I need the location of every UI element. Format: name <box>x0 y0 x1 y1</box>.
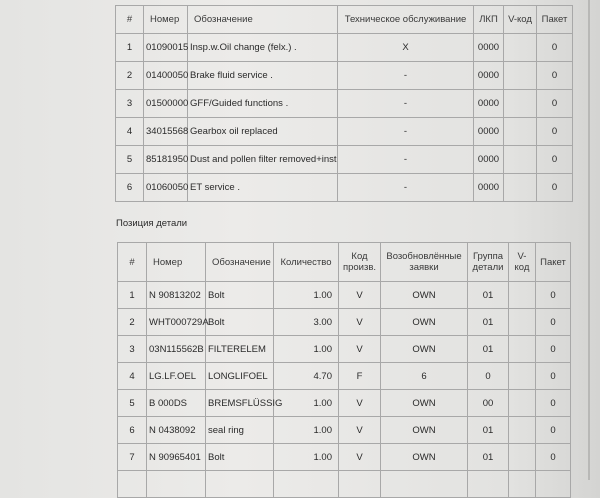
parts-cell-code: V <box>339 390 381 417</box>
parts-cell-qty: 1.00 <box>274 417 339 444</box>
empty-cell <box>274 471 339 498</box>
parts-cell-code: V <box>339 336 381 363</box>
services-cell-v <box>504 174 537 202</box>
parts-cell-desc: Bolt <box>206 444 274 471</box>
table-row <box>116 62 573 90</box>
services-cell-to: - <box>338 62 474 90</box>
parts-cell-renew: OWN <box>381 417 468 444</box>
parts-cell-grp: 01 <box>468 417 509 444</box>
services-cell-desc: Insp.w.Oil change (felx.) . <box>188 34 338 62</box>
parts-cell-v <box>509 417 536 444</box>
empty-cell <box>206 471 274 498</box>
services-cell-pkg: 0 <box>537 174 573 202</box>
services-cell-desc: Brake fluid service . <box>188 62 338 90</box>
services-header-cell: V-код <box>504 6 537 34</box>
services-header-cell: Пакет <box>537 6 573 34</box>
parts-cell-qty: 4.70 <box>274 363 339 390</box>
parts-cell-grp: 01 <box>468 282 509 309</box>
services-cell-v <box>504 34 537 62</box>
parts-cell-renew: OWN <box>381 309 468 336</box>
services-cell-to: - <box>338 174 474 202</box>
table-row <box>116 90 573 118</box>
table-row <box>118 282 571 309</box>
services-cell-num: 01500000 <box>144 90 188 118</box>
services-cell-n: 6 <box>116 174 144 202</box>
empty-cell <box>339 471 381 498</box>
parts-cell-desc: Bolt <box>206 282 274 309</box>
parts-cell-qty: 1.00 <box>274 390 339 417</box>
services-cell-num: 01060050 <box>144 174 188 202</box>
parts-cell-n: 1 <box>118 282 147 309</box>
table-row <box>116 34 573 62</box>
empty-cell <box>147 471 206 498</box>
services-cell-num: 01090015 <box>144 34 188 62</box>
parts-cell-renew: 6 <box>381 363 468 390</box>
services-cell-lkp: 0000 <box>474 174 504 202</box>
table-row <box>118 444 571 471</box>
parts-cell-qty: 1.00 <box>274 444 339 471</box>
services-header-cell: ЛКП <box>474 6 504 34</box>
services-cell-v <box>504 90 537 118</box>
parts-cell-pkg: 0 <box>536 309 571 336</box>
parts-cell-grp: 0 <box>468 363 509 390</box>
parts-cell-renew: OWN <box>381 390 468 417</box>
parts-cell-qty: 3.00 <box>274 309 339 336</box>
parts-cell-num: LG.LF.OEL <box>147 363 206 390</box>
empty-cell <box>509 471 536 498</box>
services-cell-lkp: 0000 <box>474 34 504 62</box>
parts-header-cell: Пакет <box>536 243 571 282</box>
table-row <box>116 118 573 146</box>
parts-cell-v <box>509 390 536 417</box>
services-cell-desc: GFF/Guided functions . <box>188 90 338 118</box>
parts-cell-pkg: 0 <box>536 336 571 363</box>
parts-header-cell: V-код <box>509 243 536 282</box>
empty-cell <box>536 471 571 498</box>
parts-cell-n: 4 <box>118 363 147 390</box>
services-cell-n: 5 <box>116 146 144 174</box>
table-row <box>118 417 571 444</box>
parts-cell-n: 7 <box>118 444 147 471</box>
parts-header-cell: Количество <box>274 243 339 282</box>
services-cell-desc: Gearbox oil replaced <box>188 118 338 146</box>
parts-cell-num: 03N115562B <box>147 336 206 363</box>
parts-cell-grp: 00 <box>468 390 509 417</box>
table-row <box>116 146 573 174</box>
services-header-cell: Номер <box>144 6 188 34</box>
table-row <box>118 309 571 336</box>
parts-cell-v <box>509 444 536 471</box>
table-row <box>116 174 573 202</box>
parts-cell-num: N 90813202 <box>147 282 206 309</box>
parts-cell-desc: FILTERELEM <box>206 336 274 363</box>
parts-cell-pkg: 0 <box>536 363 571 390</box>
services-cell-pkg: 0 <box>537 34 573 62</box>
parts-cell-code: F <box>339 363 381 390</box>
services-cell-to: - <box>338 118 474 146</box>
table-row <box>118 390 571 417</box>
services-cell-pkg: 0 <box>537 90 573 118</box>
parts-cell-v <box>509 309 536 336</box>
parts-cell-num: N 90965401 <box>147 444 206 471</box>
parts-caption: Позиция детали <box>116 218 188 229</box>
parts-cell-n: 5 <box>118 390 147 417</box>
table-row <box>118 336 571 363</box>
parts-cell-num: B 000DS <box>147 390 206 417</box>
parts-cell-v <box>509 363 536 390</box>
services-cell-v <box>504 146 537 174</box>
services-cell-num: 34015568 <box>144 118 188 146</box>
parts-cell-pkg: 0 <box>536 444 571 471</box>
parts-cell-renew: OWN <box>381 336 468 363</box>
parts-cell-desc: BREMSFLÜSSIG <box>206 390 274 417</box>
services-cell-lkp: 0000 <box>474 146 504 174</box>
parts-header-cell: Код произв. <box>339 243 381 282</box>
services-cell-pkg: 0 <box>537 62 573 90</box>
parts-cell-code: V <box>339 417 381 444</box>
services-cell-n: 3 <box>116 90 144 118</box>
parts-cell-num: N 0438092 <box>147 417 206 444</box>
table-row <box>118 363 571 390</box>
empty-cell <box>118 471 147 498</box>
parts-cell-v <box>509 282 536 309</box>
parts-cell-qty: 1.00 <box>274 336 339 363</box>
parts-cell-code: V <box>339 309 381 336</box>
page-edge <box>588 0 590 480</box>
parts-header-cell: Обозначение <box>206 243 274 282</box>
parts-cell-code: V <box>339 444 381 471</box>
services-cell-desc: ET service . <box>188 174 338 202</box>
services-header-cell: Обозначение <box>188 6 338 34</box>
services-cell-to: - <box>338 146 474 174</box>
services-table <box>115 5 573 202</box>
services-header-cell: Техническое обслуживание <box>338 6 474 34</box>
services-cell-v <box>504 62 537 90</box>
parts-header-row <box>118 243 571 282</box>
services-cell-lkp: 0000 <box>474 62 504 90</box>
parts-cell-v <box>509 336 536 363</box>
empty-cell <box>381 471 468 498</box>
parts-cell-n: 3 <box>118 336 147 363</box>
services-cell-num: 85181950 <box>144 146 188 174</box>
parts-header-cell: Возобновлённые заявки <box>381 243 468 282</box>
services-header-cell: # <box>116 6 144 34</box>
empty-cell <box>468 471 509 498</box>
parts-cell-desc: seal ring <box>206 417 274 444</box>
parts-cell-desc: Bolt <box>206 309 274 336</box>
services-cell-v <box>504 118 537 146</box>
parts-cell-code: V <box>339 282 381 309</box>
services-cell-desc: Dust and pollen filter removed+inst <box>188 146 338 174</box>
parts-header-cell: Номер <box>147 243 206 282</box>
services-cell-n: 2 <box>116 62 144 90</box>
services-cell-lkp: 0000 <box>474 118 504 146</box>
services-cell-num: 01400050 <box>144 62 188 90</box>
parts-cell-renew: OWN <box>381 282 468 309</box>
parts-cell-num: WHT000729A <box>147 309 206 336</box>
services-cell-lkp: 0000 <box>474 90 504 118</box>
services-cell-pkg: 0 <box>537 146 573 174</box>
services-cell-to: X <box>338 34 474 62</box>
services-header-row <box>116 6 573 34</box>
services-cell-n: 4 <box>116 118 144 146</box>
services-cell-n: 1 <box>116 34 144 62</box>
parts-cell-desc: LONGLIFOEL <box>206 363 274 390</box>
parts-header-cell: Группа детали <box>468 243 509 282</box>
services-cell-pkg: 0 <box>537 118 573 146</box>
services-cell-to: - <box>338 90 474 118</box>
parts-cell-pkg: 0 <box>536 282 571 309</box>
table-row-partial <box>118 471 571 498</box>
parts-cell-grp: 01 <box>468 309 509 336</box>
parts-cell-pkg: 0 <box>536 390 571 417</box>
parts-cell-renew: OWN <box>381 444 468 471</box>
parts-cell-qty: 1.00 <box>274 282 339 309</box>
parts-cell-grp: 01 <box>468 336 509 363</box>
parts-table <box>117 242 571 498</box>
parts-cell-pkg: 0 <box>536 417 571 444</box>
parts-cell-grp: 01 <box>468 444 509 471</box>
parts-header-cell: # <box>118 243 147 282</box>
parts-cell-n: 6 <box>118 417 147 444</box>
parts-cell-n: 2 <box>118 309 147 336</box>
